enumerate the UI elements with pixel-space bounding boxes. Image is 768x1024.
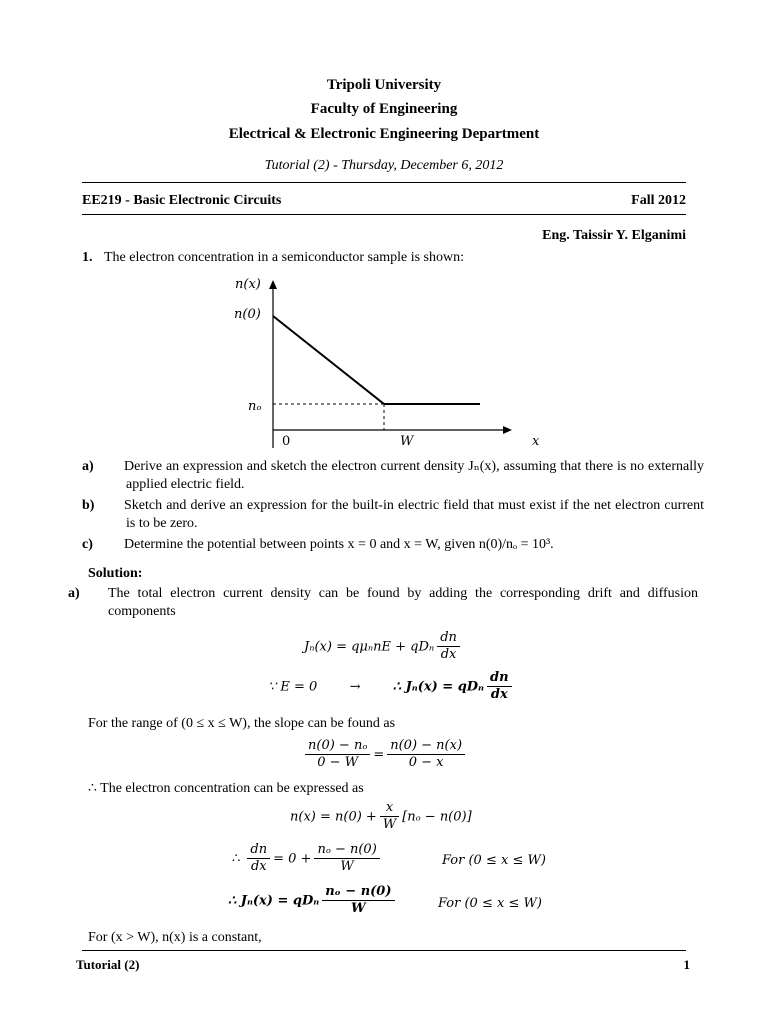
dndx-denominator-2: W <box>340 859 354 875</box>
eq2-fraction <box>487 670 512 704</box>
department-name: Electrical & Electronic Engineering Department <box>228 126 540 142</box>
eq1-denominator: dx <box>440 647 457 663</box>
solution-heading: Solution: <box>88 566 143 581</box>
part-c-label: c) <box>82 537 93 552</box>
x-axis-label: x <box>532 434 540 449</box>
part-a-label: a) <box>82 459 94 474</box>
tutorial-date-line: Tutorial (2) - Thursday, December 6, 2012 <box>264 158 504 173</box>
x-axis-arrow <box>503 426 512 434</box>
solution-part-a <box>68 585 698 621</box>
solution-part-a-text: The total electron current density can be found by adding the corresponding drift and diffusion components <box>108 586 698 620</box>
part-a-text: Derive an expression and sketch the electron current density Jₙ(x), assuming that there is no externally applied electric field. <box>124 459 704 493</box>
slope-equals: = <box>373 747 385 763</box>
eq1-lhs: Jₙ(x) = qμₙnE + qDₙ <box>304 639 435 655</box>
slope-fraction-right <box>387 738 465 772</box>
term-label: Fall 2012 <box>631 193 686 208</box>
eq2-arrow: → <box>349 679 361 695</box>
instructor-name: Eng. Taissir Y. Elganimi <box>542 228 686 243</box>
constant-region-text: For (x > W), n(x) is a constant, <box>88 930 262 945</box>
page-number: 1 <box>683 957 690 972</box>
jn-fraction <box>322 884 394 918</box>
question-number: 1. <box>82 250 93 265</box>
dndx-fraction-2 <box>314 842 379 876</box>
slope-equation <box>302 738 468 772</box>
part-a <box>82 458 704 494</box>
nx-lhs: n(x) = n(0) + <box>290 809 377 825</box>
slope-denominator-right: 0 − x <box>408 755 444 771</box>
n0-label: n(0) <box>234 307 261 322</box>
header-rule-bottom <box>82 214 686 215</box>
dndx-range: For (0 ≤ x ≤ W) <box>442 853 546 868</box>
nx-rhs: [nₒ − n(0)] <box>402 809 472 825</box>
header-rule-top <box>82 182 686 183</box>
eq2-numerator: dn <box>487 670 512 687</box>
dndx-equation <box>232 842 383 876</box>
y-axis-label: n(x) <box>235 277 261 292</box>
dndx-numerator-2: nₒ − n(0) <box>314 842 379 859</box>
slope-denominator-left: 0 − W <box>317 755 359 771</box>
nx-denominator: W <box>382 817 397 833</box>
jn-denominator: W <box>351 901 366 917</box>
eq2-result: ∴ Jₙ(x) = qDₙ <box>392 679 485 695</box>
part-b-text: Sketch and derive an expression for the built-in electric field that must exist if the net electron current is to be zero. <box>124 498 704 532</box>
jn-numerator: nₒ − n(0) <box>322 884 394 901</box>
slope-numerator-right: n(0) − n(x) <box>387 738 465 755</box>
no-label: nₒ <box>248 399 262 414</box>
question-intro-text: The electron concentration in a semiconductor sample is shown: <box>104 250 465 265</box>
dndx-therefore: ∴ <box>232 851 241 867</box>
eq1-numerator: dn <box>437 630 460 647</box>
concentration-text: ∴ The electron concentration can be expressed as <box>88 781 364 796</box>
part-b <box>82 497 704 533</box>
nx-numerator: x <box>380 800 399 817</box>
dndx-numerator: dn <box>247 842 270 859</box>
question-intro <box>82 249 686 267</box>
solution-part-a-label: a) <box>68 586 80 601</box>
footer-rule <box>82 950 686 951</box>
university-name: Tripoli University <box>326 77 442 93</box>
course-title: EE219 - Basic Electronic Circuits <box>82 193 282 208</box>
dndx-denominator: dx <box>250 859 267 875</box>
slope-numerator-left: n(0) − nₒ <box>305 738 370 755</box>
slope-range-text: For the range of (0 ≤ x ≤ W), the slope can be found as <box>88 716 396 731</box>
w-label: W <box>400 434 414 449</box>
eq1-fraction <box>437 630 460 664</box>
no-field-equation <box>268 670 515 704</box>
y-axis-arrow <box>269 280 277 289</box>
dndx-middle: = 0 + <box>273 851 312 867</box>
part-c <box>82 536 704 554</box>
concentration-figure <box>220 272 550 457</box>
nx-fraction <box>380 800 399 834</box>
jn-lhs: ∴ Jₙ(x) = qDₙ <box>228 893 320 909</box>
part-c-text: Determine the potential between points x = 0 and x = W, given n(0)/nₒ = 10³. <box>124 537 554 552</box>
jn-equation <box>228 884 398 918</box>
current-density-equation <box>304 630 463 664</box>
dndx-fraction <box>247 842 270 876</box>
jn-range: For (0 ≤ x ≤ W) <box>438 896 542 911</box>
eq2-condition: ∵ E = 0 <box>268 679 318 695</box>
part-b-label: b) <box>82 498 95 513</box>
slope-fraction-left <box>305 738 370 772</box>
origin-label: 0 <box>282 434 291 449</box>
footer-label: Tutorial (2) <box>76 957 140 972</box>
concentration-slope-line <box>273 316 384 404</box>
eq2-denominator: dx <box>490 687 508 703</box>
nx-equation <box>290 800 472 834</box>
faculty-name: Faculty of Engineering <box>310 101 458 117</box>
